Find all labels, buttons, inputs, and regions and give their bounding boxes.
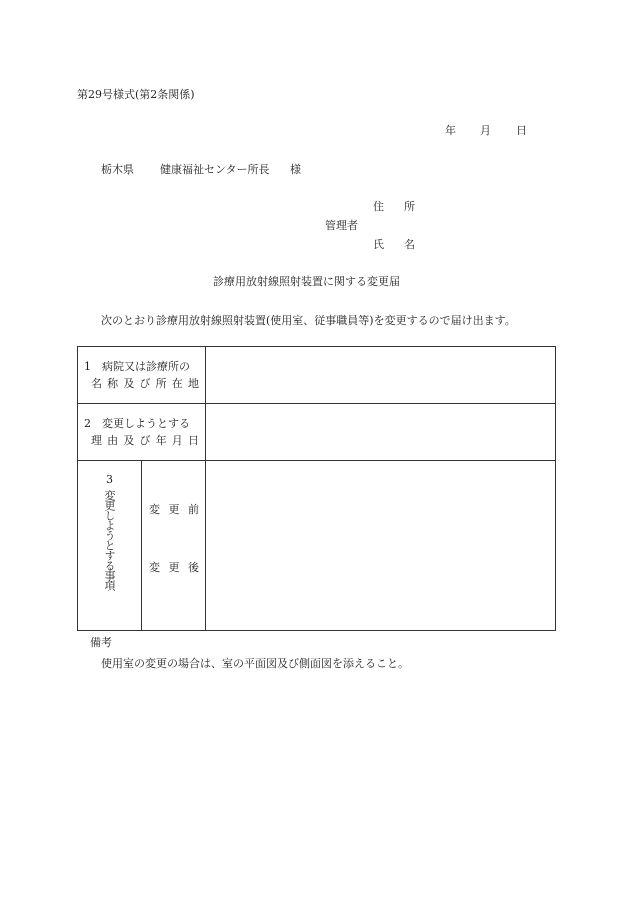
char: 称 xyxy=(107,377,119,390)
char: 所 xyxy=(155,377,167,390)
char: 地 xyxy=(187,377,199,390)
date-month-label: 月 xyxy=(480,124,491,137)
table-row xyxy=(78,461,556,545)
char: 理 xyxy=(91,434,102,447)
form-table xyxy=(77,346,556,631)
char: 後 xyxy=(188,561,199,575)
applicant-manager-label: 管理者 xyxy=(325,219,358,232)
char: 年 xyxy=(155,434,167,447)
form-number: 第29号様式(第2条関係) xyxy=(77,88,195,101)
remarks-text: 使用室の変更の場合は、室の平面図及び側面図を添えること。 xyxy=(101,657,409,670)
row2-label-line2 xyxy=(84,432,205,449)
char: 変 xyxy=(149,561,160,575)
document-intro: 次のとおり診療用放射線照射装置(使用室、従事職員等)を変更するので届け出ます。 xyxy=(101,314,516,327)
applicant-name-label: 氏名 xyxy=(373,238,435,251)
document-title: 診療用放射線照射装置に関する変更届 xyxy=(213,275,400,288)
row3-after-label-cell xyxy=(142,545,206,631)
addressee-suffix: 様 xyxy=(290,163,301,176)
char: 月 xyxy=(171,434,183,447)
char: 変 xyxy=(149,502,160,516)
char: 前 xyxy=(188,502,199,516)
row1-label-line1: 1 病院又は診療所の xyxy=(84,360,190,373)
row1-value-cell[interactable] xyxy=(206,347,556,404)
char: 在 xyxy=(171,377,183,390)
char: 更 xyxy=(168,502,180,516)
char: 及 xyxy=(123,377,135,390)
row3-before-label-cell xyxy=(142,461,206,545)
row3-vertical-label: 変更しようとする事項 xyxy=(103,490,116,590)
char: 及 xyxy=(123,434,135,447)
row2-label-cell xyxy=(78,404,206,461)
table-row xyxy=(78,404,556,461)
row1-label-cell xyxy=(78,347,206,404)
addressee-center: 健康福祉センター所長 xyxy=(160,163,270,176)
char: 日 xyxy=(187,434,199,447)
char: 名 xyxy=(91,377,102,390)
row1-label-line2 xyxy=(84,375,205,392)
char: 由 xyxy=(107,434,119,447)
remarks-title: 備考 xyxy=(90,636,112,649)
addressee-prefecture: 栃木県 xyxy=(101,163,134,176)
row3-number: 3 xyxy=(106,473,113,486)
table-row xyxy=(78,347,556,404)
row3-value-cell[interactable] xyxy=(206,461,556,631)
char: び xyxy=(139,434,151,447)
char: 更 xyxy=(168,561,180,575)
applicant-address-label: 住所 xyxy=(373,200,435,213)
date-year-label: 年 xyxy=(445,124,456,137)
row2-label-line1: 2 変更しようとする xyxy=(84,417,190,430)
row3-number-cell xyxy=(78,461,142,631)
char: び xyxy=(139,377,151,390)
row2-value-cell[interactable] xyxy=(206,404,556,461)
date-day-label: 日 xyxy=(516,124,527,137)
